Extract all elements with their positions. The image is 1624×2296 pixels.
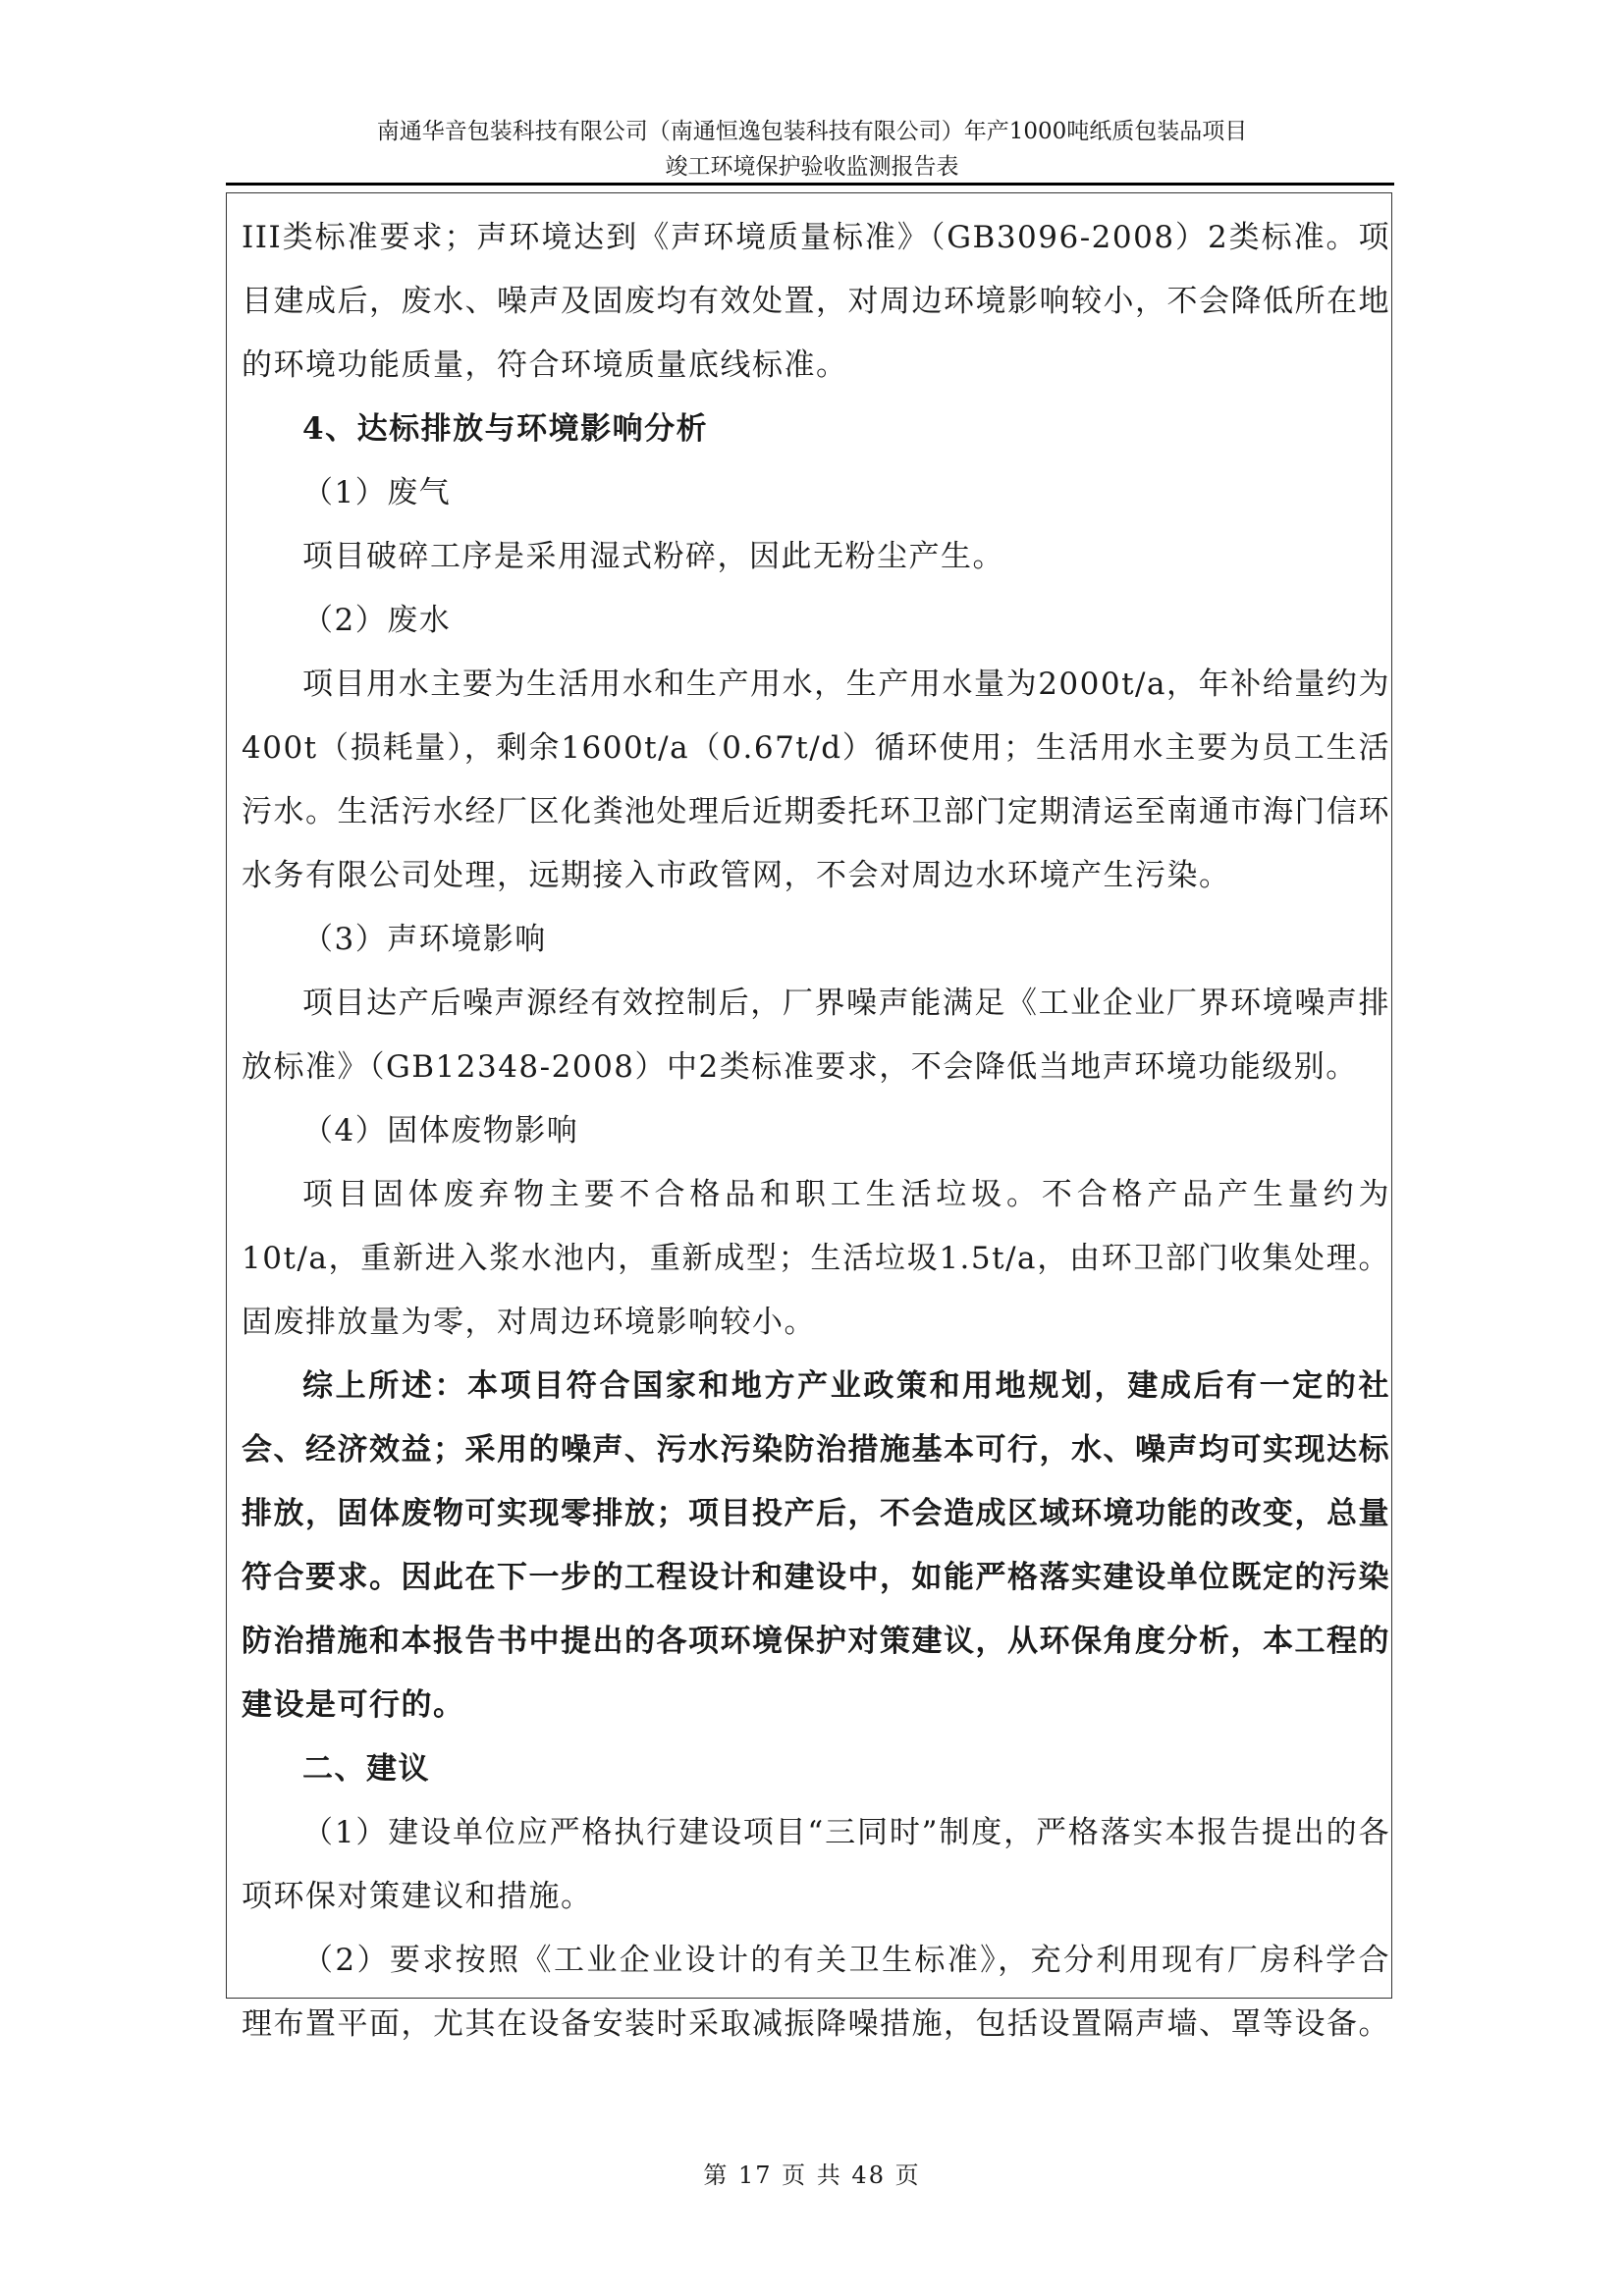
paragraph-noise: 项目达产后噪声源经有效控制后，厂界噪声能满足《工业企业厂界环境噪声排放标准》（GB12348-2008）中2类标准要求，不会降低当地声环境功能级别。 bbox=[242, 986, 1390, 1085]
header-title-line1: 南通华音包装科技有限公司（南通恒逸包装科技有限公司）年产1000吨纸质包装品项目 bbox=[376, 119, 1248, 144]
section-heading-suggestions: 二、建议 bbox=[302, 1751, 430, 1787]
paragraph-solid-waste: 项目固体废弃物主要不合格品和职工生活垃圾。不合格产品产生量约为10t/a，重新进入浆水池内，重新成型；生活垃圾1.5t/a，由环卫部门收集处理。固废排放量为零，对周边环境影响较小。 bbox=[242, 1177, 1390, 1340]
paragraph-summary: 综上所述：本项目符合国家和地方产业政策和用地规划，建成后有一定的社会、经济效益；采用的噪声、污水污染防治措施基本可行，水、噪声均可实现达标排放，固体废物可实现零排放；项目投产后，不会造成区域环境功能的改变，总量符合要求。因此在下一步的工程设计和建设中，如能严格落实建设单位既定的污染防治措施和本报告书中提出的各项环境保护对策建议，从环保角度分析，本工程的建设是可行的。 bbox=[242, 1368, 1390, 1723]
paragraph-water: 项目用水主要为生活用水和生产用水，生产用水量为2000t/a，年补给量约为400t（损耗量），剩余1600t/a（0.67t/d）循环使用；生活用水主要为员工生活污水。生活污水经厂区化粪池处理后近期委托环卫部门定期清运至南通市海门信环水务有限公司处理，远期接入市政管网，不会对周边水环境产生污染。 bbox=[242, 667, 1390, 893]
subheading-noise: （3）声环境影响 bbox=[302, 922, 547, 957]
suggestion-1: （1）建设单位应严格执行建设项目“三同时”制度，严格落实本报告提出的各项环保对策建议和措施。 bbox=[242, 1815, 1390, 1914]
page-number: 第 17 页 共 48 页 bbox=[703, 2162, 921, 2189]
paragraph-env-quality: III类标准要求；声环境达到《声环境质量标准》（GB3096-2008）2类标准。项目建成后，废水、噪声及固废均有效处置，对周边环境影响较小，不会降低所在地的环境功能质量，符合环境质量底线标准。 bbox=[242, 220, 1390, 383]
paragraph-gas: 项目破碎工序是采用湿式粉碎，因此无粉尘产生。 bbox=[302, 539, 1004, 574]
report-body bbox=[242, 206, 1390, 2056]
subheading-solid-waste: （4）固体废物影响 bbox=[302, 1113, 579, 1148]
document-header bbox=[0, 114, 1624, 185]
subheading-water: （2）废水 bbox=[302, 603, 452, 638]
header-divider bbox=[226, 183, 1394, 186]
suggestion-2: （2）要求按照《工业企业设计的有关卫生标准》，充分利用现有厂房科学合理布置平面，尤其在设备安装时采取减振降噪措施，包括设置隔声墙、罩等设备。 bbox=[242, 1943, 1390, 2042]
section-heading-4: 4、达标排放与环境影响分析 bbox=[302, 411, 709, 447]
header-title-line2: 竣工环境保护验收监测报告表 bbox=[665, 154, 959, 180]
subheading-gas: （1）废气 bbox=[302, 475, 452, 510]
